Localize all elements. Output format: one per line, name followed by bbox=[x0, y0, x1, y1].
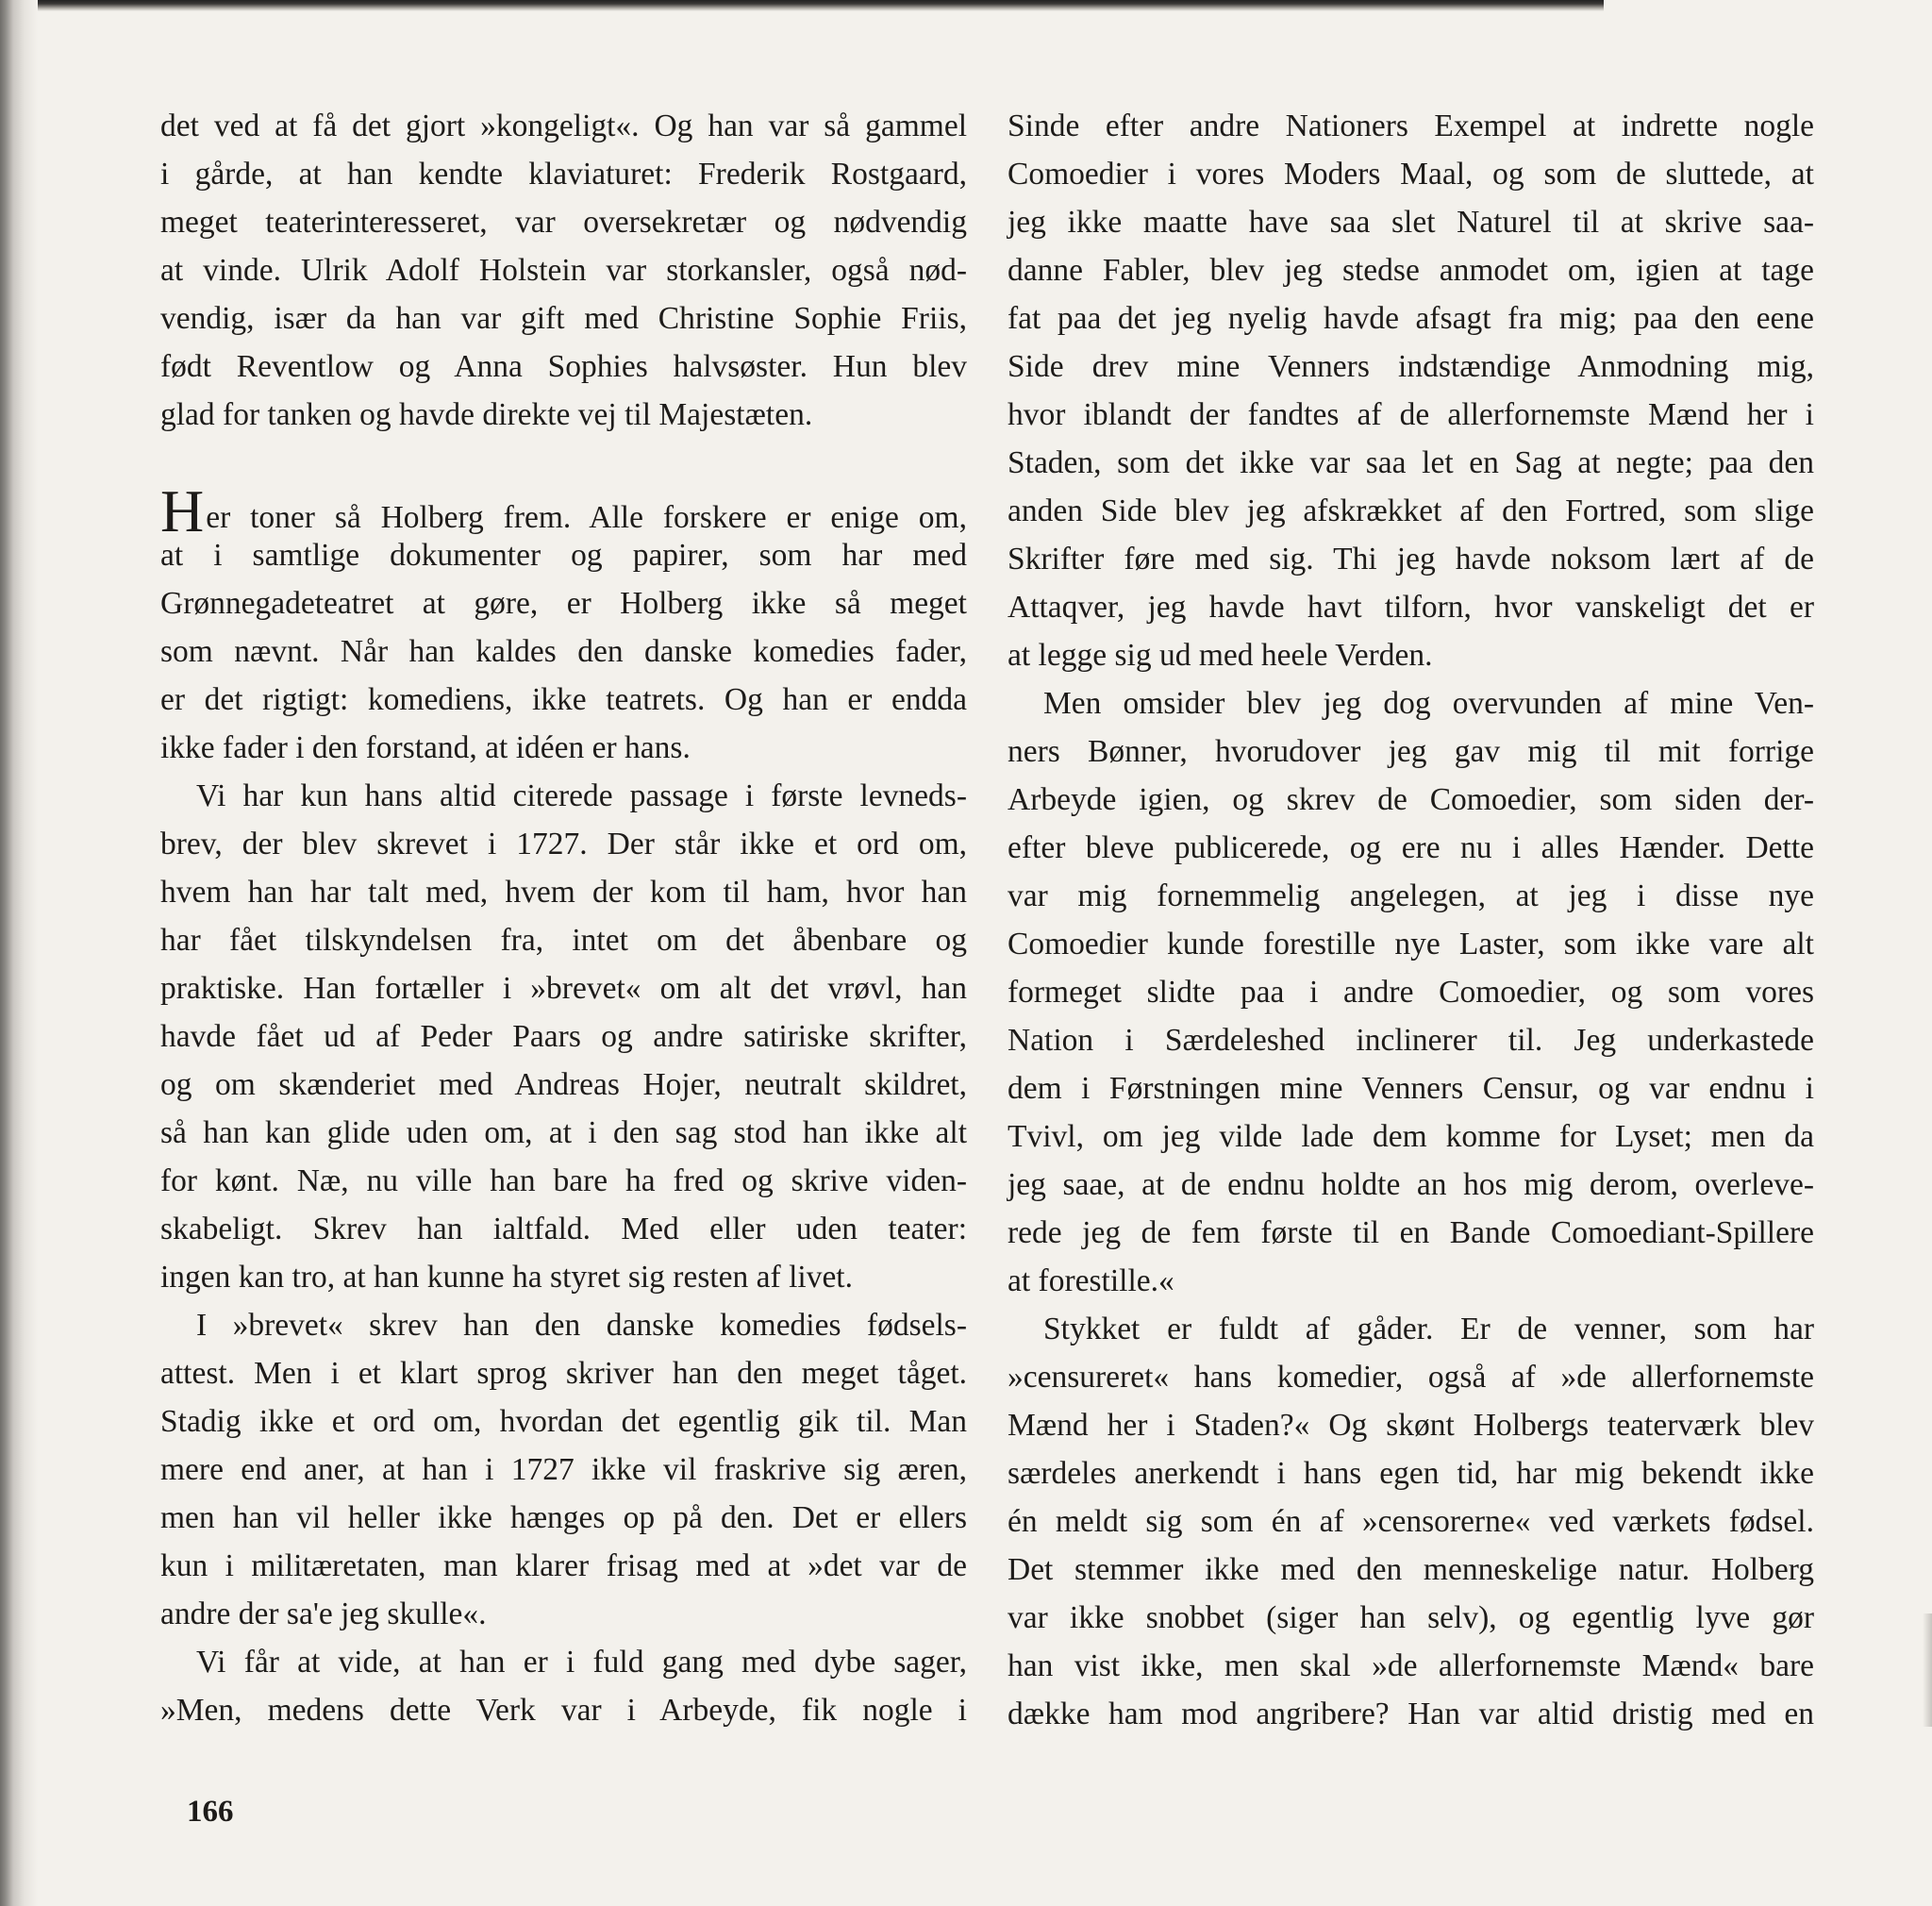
dropcap: H bbox=[160, 477, 205, 544]
text-line: »Men, medens dette Verk var i Arbeyde, fik nogle i bbox=[160, 1693, 967, 1728]
text-line: Sinde efter andre Nationers Exempel at indrette nogle bbox=[1008, 109, 1814, 143]
text-line: han vist ikke, men skal »de allerfornemste Mænd« bare bbox=[1008, 1648, 1814, 1683]
text-line: Side drev mine Venners indstændige Anmodning mig, bbox=[1008, 349, 1814, 384]
text-line: meget teaterinteresseret, var oversekretær og nødvendig bbox=[160, 205, 967, 240]
text-line: hvor iblandt der fandtes af de allerfornemste Mænd her i bbox=[1008, 397, 1814, 432]
text-line: brev, der blev skrevet i 1727. Der står ikke et ord om, bbox=[160, 827, 967, 861]
text-line: andre der sa'e jeg skulle«. bbox=[160, 1597, 487, 1631]
text-line: attest. Men i et klart sprog skriver han den meget tåget. bbox=[160, 1356, 967, 1391]
text-line: Tvivl, om jeg vilde lade dem komme for Lyset; men da bbox=[1008, 1119, 1814, 1154]
text-line: »censureret« hans komedier, også af »de allerfornemste bbox=[1008, 1360, 1814, 1395]
text-line: Comoedier i vores Moders Maal, og som de sluttede, at bbox=[1008, 157, 1814, 192]
text-line: som nævnt. Når han kaldes den danske komedies fader, bbox=[160, 634, 967, 669]
text-line: dække ham mod angribere? Han var altid dristig med en bbox=[1008, 1697, 1814, 1731]
text-line: glad for tanken og havde direkte vej til Majestæten. bbox=[160, 397, 813, 432]
text-line: havde fået ud af Peder Paars og andre satiriske skrifter, bbox=[160, 1019, 967, 1054]
text-line: Det stemmer ikke med den menneskelige natur. Holberg bbox=[1008, 1552, 1814, 1587]
text-line: var mig fornemmelig angelegen, at jeg i disse nye bbox=[1008, 878, 1814, 913]
text-line: formeget slidte paa i andre Comoedier, og som vores bbox=[1008, 975, 1814, 1010]
text-line: er det rigtigt: komediens, ikke teatrets. Og han er endda bbox=[160, 682, 967, 717]
text-line: Staden, som det ikke var saa let en Sag at negte; paa den bbox=[1008, 445, 1814, 480]
text-line: at vinde. Ulrik Adolf Holstein var storkansler, også nød- bbox=[160, 253, 967, 288]
text-line: én meldt sig som én af »censorerne« ved værkets fødsel. bbox=[1008, 1504, 1814, 1539]
text-line: kun i militæretaten, man klarer frisag med at »det var de bbox=[160, 1548, 967, 1583]
text-line: og om skænderiet med Andreas Hojer, neutralt skildret, bbox=[160, 1067, 967, 1102]
text-line: ikke fader i den forstand, at idéen er hans. bbox=[160, 730, 691, 765]
scan-binding-shadow bbox=[0, 0, 38, 1906]
text-line: jeg saae, at de endnu holdte an hos mig derom, overleve- bbox=[1008, 1167, 1814, 1202]
text-line: men han vil heller ikke hænges op på den. Det er ellers bbox=[160, 1500, 967, 1535]
text-line: Arbeyde igien, og skrev de Comoedier, som siden der- bbox=[1008, 782, 1814, 817]
text-line: skabeligt. Skrev han ialtfald. Med eller uden teater: bbox=[160, 1212, 967, 1246]
text-line: mere end aner, at han i 1727 ikke vil fraskrive sig æren, bbox=[160, 1452, 967, 1487]
text-line: at forestille.« bbox=[1008, 1263, 1174, 1298]
dropcap-line-text: er toner så Holberg frem. Alle forskere er enige om, bbox=[206, 500, 967, 535]
text-line: Skrifter føre med sig. Thi jeg havde noksom lært af de bbox=[1008, 542, 1814, 577]
text-line: dem i Førstningen mine Venners Censur, og var endnu i bbox=[1008, 1071, 1814, 1106]
text-line: I »brevet« skrev han den danske komedies fødsels- bbox=[196, 1308, 967, 1343]
text-line: Comoedier kunde forestille nye Laster, som ikke vare alt bbox=[1008, 927, 1814, 961]
text-line: Grønnegadeteatret at gøre, er Holberg ikke så meget bbox=[160, 586, 967, 621]
text-line: ingen kan tro, at han kunne ha styret sig resten af livet. bbox=[160, 1260, 853, 1295]
text-line: Vi har kun hans altid citerede passage i første levneds- bbox=[196, 778, 967, 813]
text-line: det ved at få det gjort »kongeligt«. Og han var så gammel bbox=[160, 109, 967, 143]
text-line: Attaqver, jeg havde havt tilforn, hvor vanskeligt det er bbox=[1008, 590, 1814, 625]
text-line: Stykket er fuldt af gåder. Er de venner, som har bbox=[1043, 1312, 1814, 1346]
text-line: så han kan glide uden om, at i den sag stod han ikke alt bbox=[160, 1115, 967, 1150]
text-line: at legge sig ud med heele Verden. bbox=[1008, 638, 1433, 673]
text-line: danne Fabler, blev jeg stedse anmodet om, igien at tage bbox=[1008, 253, 1814, 288]
text-line: for kønt. Næ, nu ville han bare ha fred og skrive viden- bbox=[160, 1163, 967, 1198]
text-line: særdeles anerkendt i hans egen tid, har mig bekendt ikke bbox=[1008, 1456, 1814, 1491]
text-line: ners Bønner, hvorudover jeg gav mig til mit forrige bbox=[1008, 734, 1814, 769]
text-line: Vi får at vide, at han er i fuld gang med dybe sager, bbox=[196, 1645, 967, 1680]
text-line: hvem han har talt med, hvem der kom til ham, hvor han bbox=[160, 875, 967, 910]
text-line: i gårde, at han kendte klaviaturet: Frederik Rostgaard, bbox=[160, 157, 967, 192]
text-line: jeg ikke maatte have saa slet Naturel til at skrive saa- bbox=[1008, 205, 1814, 240]
text-line: vendig, især da han var gift med Christine Sophie Friis, bbox=[160, 301, 967, 336]
text-line: anden Side blev jeg afskrækket af den Fortred, som slige bbox=[1008, 493, 1814, 528]
text-line: Men omsider blev jeg dog overvunden af mine Ven- bbox=[1043, 686, 1814, 721]
text-line-with-dropcap bbox=[160, 477, 967, 544]
scan-edge-mark bbox=[1923, 1613, 1932, 1727]
page-number: 166 bbox=[187, 1795, 234, 1829]
text-line: at i samtlige dokumenter og papirer, som har med bbox=[160, 538, 967, 573]
text-line: efter bleve publicerede, og ere nu i alles Hænder. Dette bbox=[1008, 830, 1814, 865]
text-line: var ikke snobbet (siger han selv), og egentlig lyve gør bbox=[1008, 1600, 1814, 1635]
text-line: født Reventlow og Anna Sophies halvsøster. Hun blev bbox=[160, 349, 967, 384]
scan-top-edge bbox=[38, 0, 1604, 11]
text-line: rede jeg de fem første til en Bande Comoediant-Spillere bbox=[1008, 1215, 1814, 1250]
text-line: Mænd her i Staden?« Og skønt Holbergs teaterværk blev bbox=[1008, 1408, 1814, 1443]
text-line: har fået tilskyndelsen fra, intet om det åbenbare og bbox=[160, 923, 967, 958]
text-line: praktiske. Han fortæller i »brevet« om alt det vrøvl, han bbox=[160, 971, 967, 1006]
text-line: Nation i Særdeleshed inclinerer til. Jeg underkastede bbox=[1008, 1023, 1814, 1058]
text-line: Stadig ikke et ord om, hvordan det egentlig gik til. Man bbox=[160, 1404, 967, 1439]
text-line: fat paa det jeg nyelig havde afsagt fra mig; paa den eene bbox=[1008, 301, 1814, 336]
